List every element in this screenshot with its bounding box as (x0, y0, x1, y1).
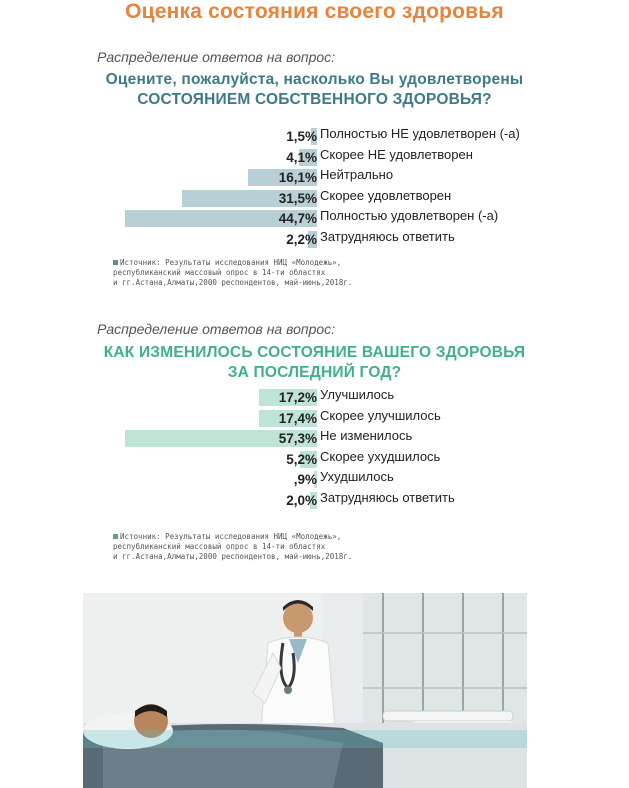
chart-category-label: Полностью НЕ удовлетворен (-а) (320, 126, 520, 141)
chart-value-label: 2,0% (286, 493, 317, 508)
chart-value-label: 31,5% (278, 190, 317, 206)
chart-value-label: 57,3% (278, 431, 317, 447)
chart-value-label: 5,2% (286, 451, 317, 467)
question-2-line-2: ЗА ПОСЛЕДНИЙ ГОД? (227, 364, 402, 381)
question-intro-2: Распределение ответов на вопрос: (97, 321, 336, 337)
chart-category-label: Скорее удовлетворен (320, 187, 452, 203)
page-title: Оценка состояния своего здоровья (125, 0, 504, 23)
source-1-line-3: и гг.Астана,Алматы,2000 респондентов, май-июнь,2018г. (113, 278, 353, 287)
chart-category-label: Затрудняюсь ответить (320, 229, 455, 244)
question-intro-1: Распределение ответов на вопрос: (97, 49, 336, 65)
chart-category-label: Улучшилось (320, 387, 395, 402)
chart-value-label: 4,1% (286, 149, 317, 165)
chart-value-label: 44,7% (278, 211, 317, 227)
source-2-line-1: Источник: Результаты исследования НИЦ «Молодежь», (120, 532, 342, 541)
bullet-square-icon (113, 534, 118, 539)
source-2-line-3: и гг.Астана,Алматы,2000 респондентов, май-июнь,2018г. (113, 552, 353, 561)
bullet-square-icon (113, 260, 118, 265)
question-title-2 (0, 343, 629, 383)
chart-category-label: Нейтрально (320, 167, 394, 183)
chart-category-label: Полностью удовлетворен (-а) (320, 208, 499, 224)
source-note-2 (113, 532, 352, 562)
chart-category-label: Ухудшилось (320, 469, 394, 485)
source-1-line-1: Источник: Результаты исследования НИЦ «Молодежь», (120, 258, 342, 267)
question-title-1 (0, 70, 629, 110)
hospital-photo (83, 593, 527, 788)
question-2-line-1: КАК ИЗМЕНИЛОСЬ СОСТОЯНИЕ ВАШЕГО ЗДОРОВЬЯ (103, 344, 526, 361)
chart-category-label: Не изменилось (320, 428, 413, 444)
source-note-1 (113, 258, 352, 288)
chart-value-label: 1,5% (286, 129, 317, 144)
chart-value-label: 17,2% (278, 390, 317, 405)
chart-value-label: ,9% (293, 472, 317, 488)
chart-category-label: Затрудняюсь ответить (320, 490, 455, 505)
source-1-line-2: республиканский массовый опрос в 14-ти областях (113, 268, 326, 277)
chart-value-label: 2,2% (286, 232, 317, 247)
chart-category-label: Скорее улучшилось (320, 407, 441, 423)
source-2-line-2: республиканский массовый опрос в 14-ти областях (113, 542, 326, 551)
question-1-line-2: СОСТОЯНИЕМ СОБСТВЕННОГО ЗДОРОВЬЯ? (137, 91, 492, 108)
hospital-scene-illustration (83, 593, 527, 788)
question-1-line-1: Оцените, пожалуйста, насколько Вы удовлетворены (105, 71, 524, 88)
chart-category-label: Скорее ухудшилось (320, 448, 441, 464)
chart-category-label: Скорее НЕ удовлетворен (320, 146, 473, 162)
chart-value-label: 16,1% (278, 170, 317, 186)
chart-value-label: 17,4% (278, 410, 317, 426)
